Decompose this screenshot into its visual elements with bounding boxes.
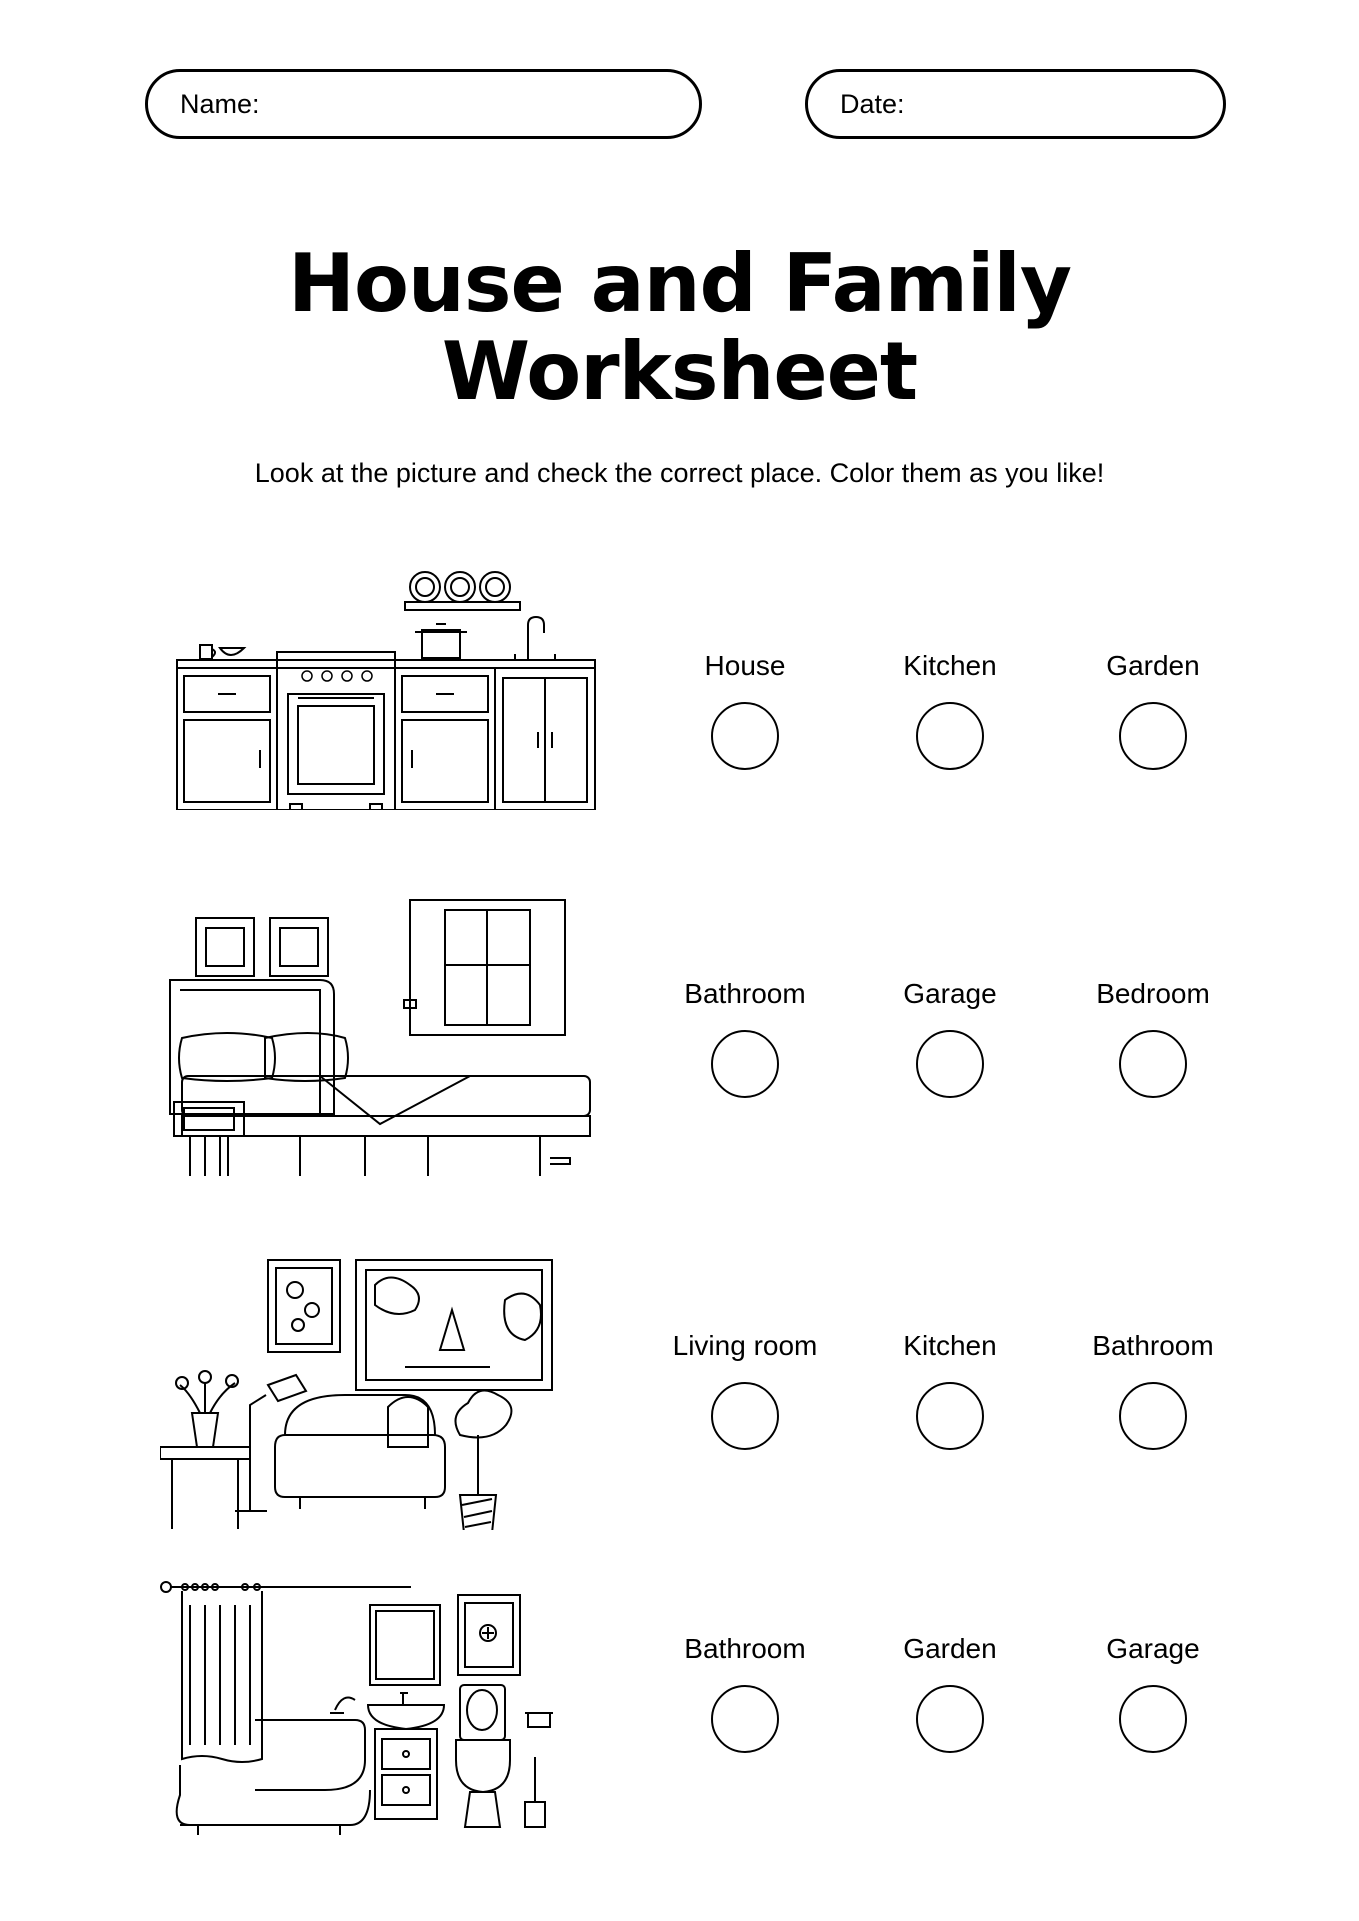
- answer-circle[interactable]: [1119, 1382, 1187, 1450]
- option-label: Living room: [672, 1330, 818, 1361]
- option-label: Bedroom: [1096, 978, 1210, 1009]
- name-label: Name:: [180, 88, 260, 119]
- answer-circle[interactable]: [916, 1685, 984, 1753]
- date-field[interactable]: [805, 69, 1226, 139]
- name-field[interactable]: [145, 69, 702, 139]
- bathroom-illustration: [160, 1575, 610, 1860]
- option-label: Bathroom: [684, 1633, 806, 1664]
- living-room-illustration: [160, 1255, 610, 1530]
- option-label: Kitchen: [903, 1330, 997, 1361]
- option-label: Garden: [903, 1633, 997, 1664]
- answer-circle[interactable]: [711, 702, 779, 770]
- answer-circle[interactable]: [711, 1685, 779, 1753]
- date-label: Date:: [840, 88, 905, 119]
- kitchen-illustration: [160, 560, 610, 810]
- option-label: Garage: [903, 978, 997, 1009]
- page-title: [0, 237, 1359, 418]
- title-line-1: House and Family: [288, 237, 1071, 330]
- answer-circle[interactable]: [916, 1382, 984, 1450]
- answer-circle[interactable]: [916, 702, 984, 770]
- option-label: Garage: [1106, 1633, 1200, 1664]
- option-label: Bathroom: [684, 978, 806, 1009]
- answer-circle[interactable]: [1119, 702, 1187, 770]
- title-line-2: Worksheet: [441, 325, 918, 418]
- answer-circle[interactable]: [1119, 1030, 1187, 1098]
- option-label: House: [704, 650, 786, 681]
- bedroom-illustration: [160, 890, 610, 1190]
- instructions: Look at the picture and check the correct place. Color them as you like!: [254, 458, 1105, 488]
- option-label: Garden: [1106, 650, 1200, 681]
- answer-circle[interactable]: [711, 1382, 779, 1450]
- option-label: Kitchen: [903, 650, 997, 681]
- option-label: Bathroom: [1092, 1330, 1214, 1361]
- answer-circle[interactable]: [1119, 1685, 1187, 1753]
- answer-circle[interactable]: [711, 1030, 779, 1098]
- answer-circle[interactable]: [916, 1030, 984, 1098]
